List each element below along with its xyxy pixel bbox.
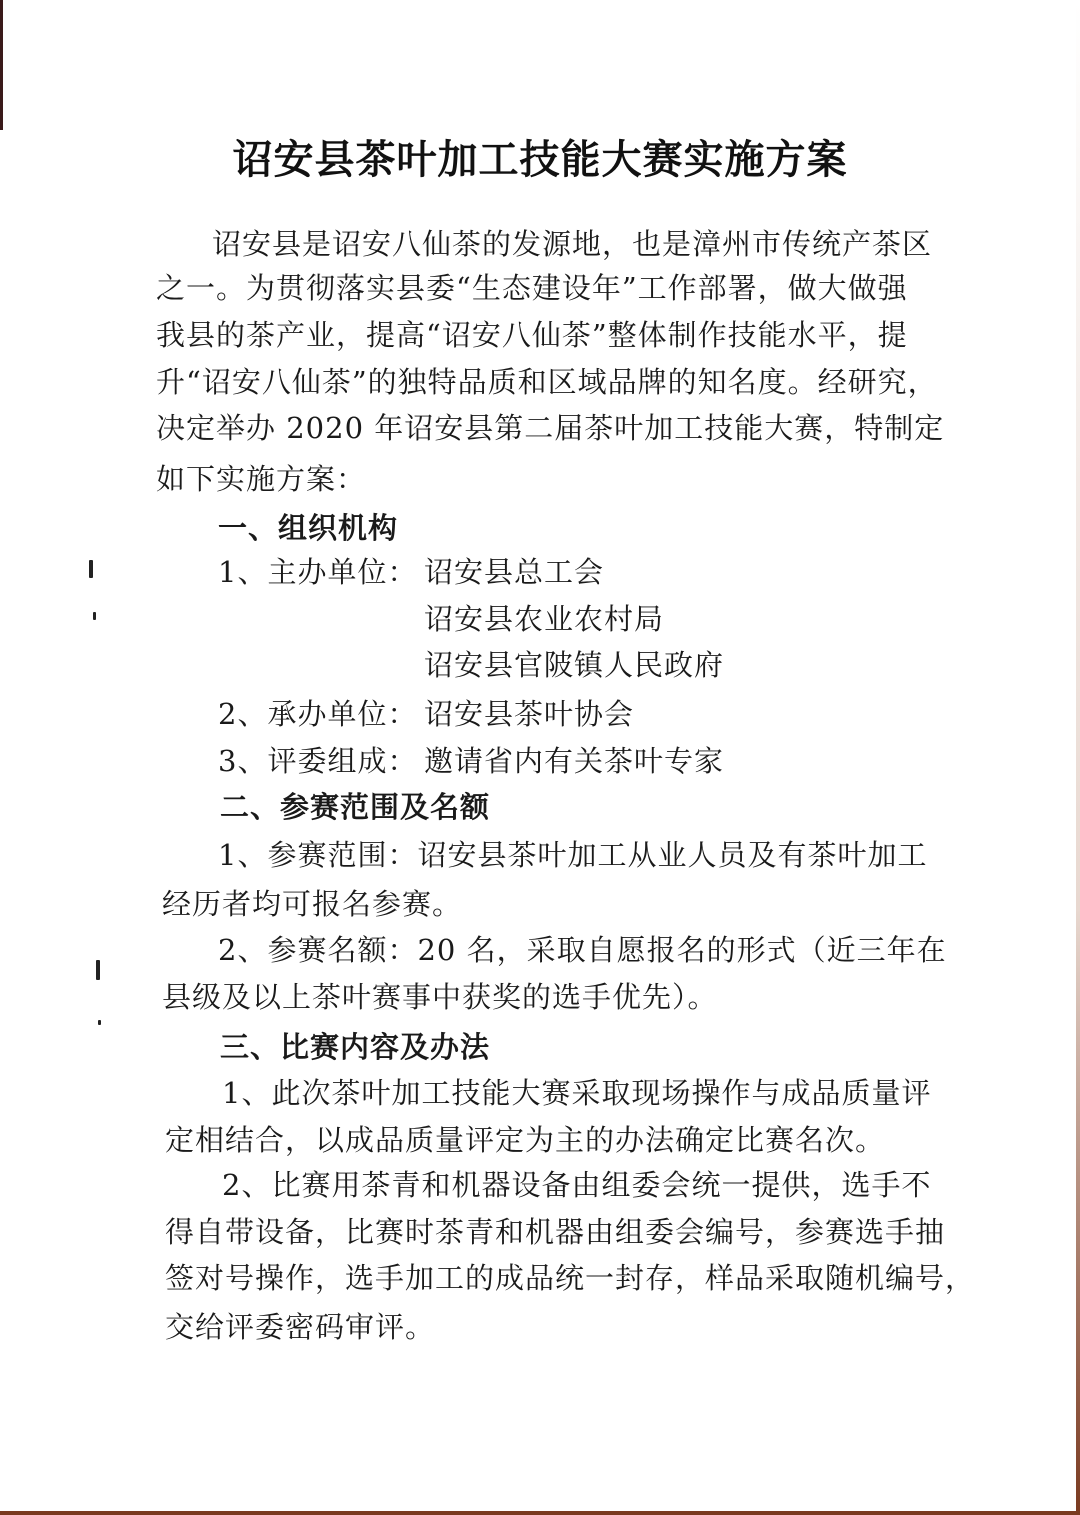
section-heading: 二、参赛范围及名额 [220,790,491,824]
binding-hole-mark [98,1020,101,1025]
scope-line: 1、参赛范围：诏安县茶叶加工从业人员及有茶叶加工 [218,838,928,872]
quota-line: 2、参赛名额：20 名，采取自愿报名的形式（近三年在 [218,933,947,967]
equipment-line: 交给评委密码审评。 [165,1310,436,1344]
host-value: 诏安县农业农村局 [424,602,665,636]
equipment-line: 2、比赛用茶青和机器设备由组委会统一提供，选手不 [222,1168,932,1202]
judges-label: 3、评委组成： [218,744,418,778]
binding-hole-mark [93,612,96,620]
binding-hole-mark [96,960,100,980]
judges-value: 邀请省内有关茶叶专家 [424,744,725,778]
method-line: 定相结合，以成品质量评定为主的办法确定比赛名次。 [165,1123,886,1157]
organizer-value: 诏安县茶叶协会 [424,697,635,731]
binding-hole-mark [89,560,93,578]
intro-line: 决定举办 2020 年诏安县第二届茶叶加工技能大赛，特制定 [156,411,945,445]
intro-line: 我县的茶产业，提高“诏安八仙茶”整体制作技能水平，提 [156,318,908,352]
host-label: 1、主办单位： [218,555,418,589]
quota-line: 县级及以上茶叶赛事中获奖的选手优先）。 [162,980,718,1014]
page-edge-left [0,0,3,130]
section-heading: 一、组织机构 [218,511,399,545]
section-heading: 三、比赛内容及办法 [220,1030,491,1064]
intro-line: 如下实施方案： [156,462,367,496]
intro-line: 之一。为贯彻落实县委“生态建设年”工作部署，做大做强 [156,271,908,305]
scope-line: 经历者均可报名参赛。 [162,887,463,921]
equipment-line: 得自带设备，比赛时茶青和机器由组委会编号，参赛选手抽 [165,1215,946,1249]
intro-line: 诏安县是诏安八仙茶的发源地，也是漳州市传统产茶区 [212,227,933,261]
host-value: 诏安县官陂镇人民政府 [424,648,725,682]
page-edge-right [1076,0,1080,1515]
equipment-line: 签对号操作，选手加工的成品统一封存，样品采取随机编号， [165,1261,976,1295]
method-line: 1、此次茶叶加工技能大赛采取现场操作与成品质量评 [222,1076,932,1110]
host-value: 诏安县总工会 [424,555,605,589]
organizer-label: 2、承办单位： [218,697,418,731]
intro-line: 升“诏安八仙茶”的独特品质和区域品牌的知名度。经研究， [156,365,938,399]
document-title: 诏安县茶叶加工技能大赛实施方案 [232,137,848,183]
page-edge-bottom [0,1511,1080,1515]
